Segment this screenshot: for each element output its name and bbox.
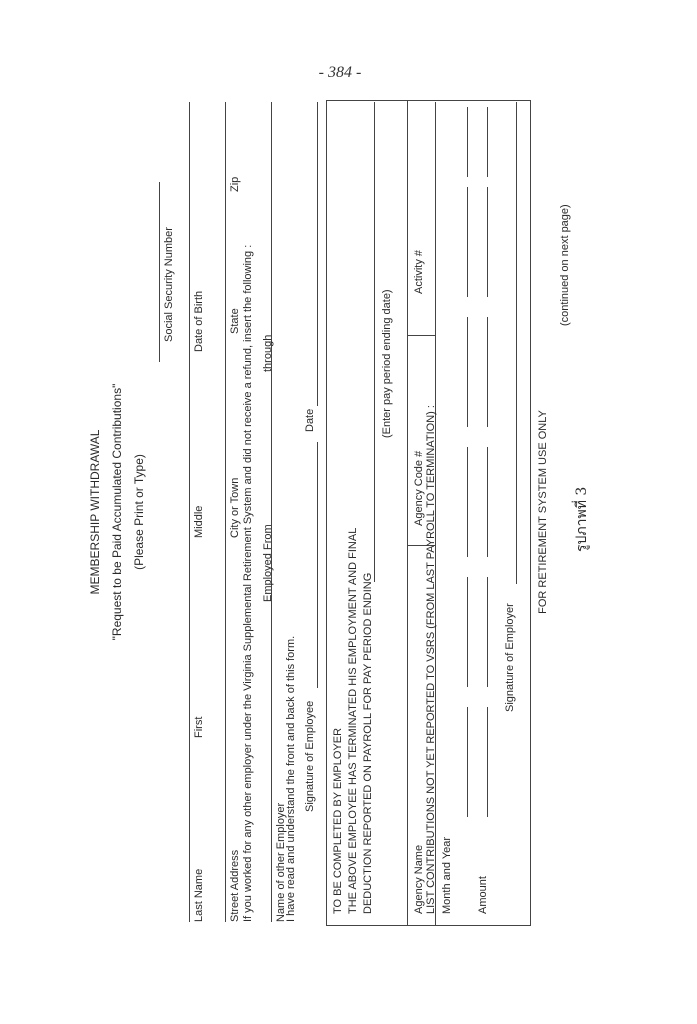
ssn-label: Social Security Number — [162, 227, 175, 342]
through-label: through — [261, 334, 274, 372]
sig-employee-label: Signature of Employee — [303, 700, 316, 812]
form-instruction: (Please Print or Type) — [131, 454, 146, 570]
state-label: State — [228, 308, 241, 334]
other-employer-text: If you worked for any other employer under the Virginia Supplemental Retirement System and did not receive a refund, insert the following : — [241, 244, 254, 922]
zip-label: Zip — [228, 176, 241, 192]
month-field-6[interactable] — [467, 107, 468, 177]
agency-code-label: Agency Code # — [412, 450, 425, 526]
month-field-3[interactable] — [467, 447, 468, 557]
city-label: City or Town — [228, 477, 241, 538]
date-label: Date — [303, 408, 316, 432]
sig-employer-label: Signature of Employer — [503, 603, 516, 712]
month-field-1[interactable] — [467, 707, 468, 817]
other-employer-label: Name of other Employer — [274, 802, 287, 922]
agency-name-label: Agency Name — [412, 844, 425, 914]
dob-label: Date of Birth — [192, 290, 205, 352]
amount-label: Amount — [476, 876, 489, 914]
sig-employee-line[interactable] — [317, 442, 318, 688]
date-line[interactable] — [317, 102, 318, 406]
street-label: Street Address — [228, 849, 241, 922]
employer-line2: DEDUCTION REPORTED ON PAYROLL FOR PAY PERIOD ENDING — [361, 572, 374, 914]
understand-text: I have read and understand the front and back of this form. — [284, 635, 297, 922]
month-field-4[interactable] — [467, 317, 468, 427]
pay-period-note: (Enter pay period ending date) — [380, 289, 393, 438]
employer-heading: TO BE COMPLETED BY EMPLOYER — [331, 727, 344, 914]
ssn-line[interactable] — [159, 182, 160, 362]
first-name-label: First — [192, 716, 205, 738]
form-page — [89, 102, 609, 922]
month-field-2[interactable] — [467, 577, 468, 687]
month-field-5[interactable] — [467, 187, 468, 297]
last-name-label: Last Name — [192, 868, 205, 922]
amount-field-4[interactable] — [487, 317, 488, 427]
activity-divider — [407, 335, 435, 336]
sig-employer-line[interactable] — [516, 102, 517, 584]
amount-field-5[interactable] — [487, 187, 488, 297]
continued-label: (continued on next page) — [558, 204, 571, 326]
amount-field-6[interactable] — [487, 107, 488, 177]
middle-name-label: Middle — [192, 505, 205, 538]
form-title: MEMBERSHIP WITHDRAWAL — [87, 429, 102, 595]
amount-field-2[interactable] — [487, 577, 488, 687]
page-number: - 384 - — [318, 64, 362, 81]
amount-field-3[interactable] — [487, 447, 488, 557]
list-contributions-text: LIST CONTRIBUTIONS NOT YET REPORTED TO VSRS (FROM LAST PAYROLL TO TERMINATION) : — [424, 405, 437, 914]
form-subtitle: "Request to be Paid Accumulated Contributions" — [109, 383, 124, 641]
employed-from-label: Employed From — [261, 524, 274, 602]
name-line[interactable] — [189, 102, 190, 922]
other-employer-line[interactable] — [271, 102, 272, 922]
amount-field-1[interactable] — [487, 707, 488, 817]
figure-caption: รูปภาพที่ 3 — [573, 486, 590, 552]
employer-line1: THE ABOVE EMPLOYEE HAS TERMINATED HIS EMPLOYMENT AND FINAL — [346, 527, 359, 914]
address-line[interactable] — [225, 102, 226, 922]
pay-period-line[interactable] — [374, 102, 375, 582]
month-year-label: Month and Year — [440, 836, 453, 914]
activity-label: Activity # — [412, 249, 425, 294]
system-use-label: FOR RETIREMENT SYSTEM USE ONLY — [536, 410, 549, 614]
